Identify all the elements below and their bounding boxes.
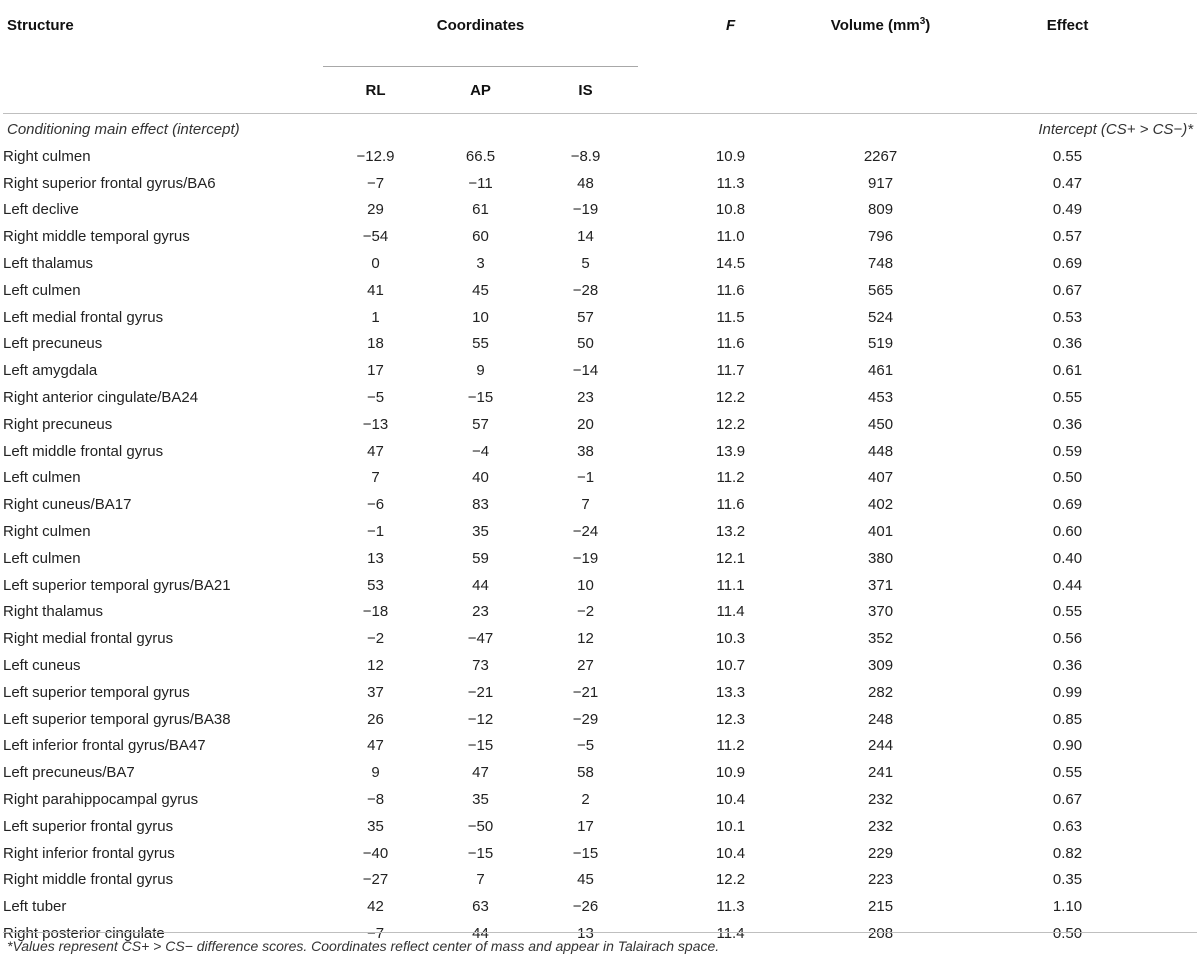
cell-rl: −5	[366, 389, 385, 407]
cell-is: 27	[577, 657, 594, 675]
cell-rl: 47	[367, 442, 384, 460]
table-row	[3, 465, 1197, 492]
cell-rl: 41	[367, 281, 384, 299]
table-row	[3, 384, 1197, 411]
header-structure: Structure	[7, 17, 74, 34]
cell-rl: 35	[367, 817, 384, 835]
table-row	[3, 143, 1197, 170]
cell-f: 13.9	[715, 442, 746, 460]
cell-ap: 45	[472, 281, 489, 299]
cell-effect: 0.36	[1052, 657, 1083, 675]
cell-volume: 352	[868, 630, 894, 648]
table-row	[3, 277, 1197, 304]
table-row	[3, 679, 1197, 706]
cell-structure: Right parahippocampal gyrus	[3, 791, 199, 809]
cell-structure: Left amygdala	[3, 362, 98, 380]
cell-f: 10.3	[715, 630, 746, 648]
header-ap: AP	[470, 81, 491, 99]
cell-structure: Left middle frontal gyrus	[3, 442, 164, 460]
cell-ap: 63	[472, 898, 489, 916]
cell-structure: Right culmen	[3, 147, 91, 165]
cell-is: 38	[577, 442, 594, 460]
table-row	[3, 599, 1197, 626]
table-row	[3, 518, 1197, 545]
cell-rl: −18	[362, 603, 389, 621]
cell-volume: 448	[868, 442, 894, 460]
cell-structure: Left superior temporal gyrus/BA21	[3, 576, 231, 594]
cell-structure: Right inferior frontal gyrus	[3, 844, 175, 862]
table-row	[3, 867, 1197, 894]
cell-structure: Right middle temporal gyrus	[3, 228, 190, 246]
cell-ap: −47	[467, 630, 494, 648]
table-row	[3, 625, 1197, 652]
cell-f: 13.3	[715, 683, 746, 701]
header-coordinates: Coordinates	[323, 0, 638, 67]
cell-structure: Left inferior frontal gyrus/BA47	[3, 737, 206, 755]
header-is: IS	[578, 81, 593, 99]
cell-f: 13.2	[715, 523, 746, 541]
cell-volume: 208	[868, 925, 894, 942]
table-row	[3, 652, 1197, 679]
section-label: Conditioning main effect (intercept)	[7, 120, 240, 138]
cell-volume: 248	[868, 710, 894, 728]
cell-volume: 748	[868, 255, 894, 273]
cell-effect: 0.40	[1052, 549, 1083, 567]
cell-ap: −4	[471, 442, 490, 460]
cell-is: −29	[572, 710, 599, 728]
cell-volume: 232	[868, 791, 894, 809]
cell-structure: Left cuneus	[3, 657, 81, 675]
table-row	[3, 438, 1197, 465]
cell-rl: 53	[367, 576, 384, 594]
table-row	[3, 572, 1197, 599]
cell-rl: 13	[367, 549, 384, 567]
table-row	[3, 813, 1197, 840]
cell-structure: Left thalamus	[3, 255, 94, 273]
table-bottom-rule	[3, 932, 1197, 933]
cell-is: −28	[572, 281, 599, 299]
cell-effect: 0.60	[1052, 523, 1083, 541]
cell-f: 12.1	[715, 549, 746, 567]
table-row	[3, 223, 1197, 250]
cell-volume: 796	[868, 228, 894, 246]
cell-ap: 61	[472, 201, 489, 219]
cell-effect: 0.57	[1052, 228, 1083, 246]
cell-structure: Left tuber	[3, 898, 67, 916]
header-effect: Effect	[1046, 17, 1089, 34]
cell-ap: 59	[472, 549, 489, 567]
cell-structure: Left superior temporal gyrus/BA38	[3, 710, 231, 728]
cell-ap: 44	[472, 576, 489, 594]
cell-volume: 524	[868, 308, 894, 326]
cell-is: 57	[577, 308, 594, 326]
cell-f: 12.3	[715, 710, 746, 728]
cell-is: 50	[577, 335, 594, 353]
cell-is: −8.9	[570, 147, 601, 165]
cell-rl: −54	[362, 228, 389, 246]
table-row	[3, 840, 1197, 867]
cell-structure: Left superior frontal gyrus	[3, 817, 174, 835]
cell-ap: −15	[467, 389, 494, 407]
cell-ap: −21	[467, 683, 494, 701]
cell-ap: 3	[476, 255, 485, 273]
cell-ap: 35	[472, 791, 489, 809]
table-body	[3, 114, 1197, 947]
cell-volume: 565	[868, 281, 894, 299]
header-f: F	[725, 17, 736, 34]
cell-rl: 47	[367, 737, 384, 755]
header-volume: Volume $(mm^3)$	[830, 16, 931, 34]
cell-effect: 0.82	[1052, 844, 1083, 862]
cell-is: 14	[577, 228, 594, 246]
cell-effect: 0.67	[1052, 791, 1083, 809]
cell-is: 5	[581, 255, 590, 273]
cell-effect: 0.56	[1052, 630, 1083, 648]
cell-rl: −13	[362, 415, 389, 433]
cell-ap: 55	[472, 335, 489, 353]
cell-effect: 0.50	[1052, 925, 1083, 942]
cell-is: −2	[576, 603, 595, 621]
cell-f: 10.8	[715, 201, 746, 219]
cell-volume: 2267	[863, 147, 898, 165]
cell-is: 13	[577, 925, 594, 942]
cell-rl: −7	[366, 925, 385, 942]
cell-rl: 1	[371, 308, 380, 326]
table-row	[3, 545, 1197, 572]
cell-is: −1	[576, 469, 595, 487]
cell-f: 10.1	[715, 817, 746, 835]
cell-rl: −27	[362, 871, 389, 889]
cell-ap: −12	[467, 710, 494, 728]
table-row	[3, 304, 1197, 331]
header-rl: RL	[365, 81, 386, 99]
cell-structure: Right precuneus	[3, 415, 113, 433]
cell-structure: Left culmen	[3, 469, 81, 487]
cell-is: −19	[572, 201, 599, 219]
cell-is: 7	[581, 496, 590, 514]
cell-ap: 57	[472, 415, 489, 433]
cell-structure: Left superior temporal gyrus	[3, 683, 190, 701]
cell-volume: 232	[868, 817, 894, 835]
cell-is: 48	[577, 174, 594, 192]
cell-effect: 0.99	[1052, 683, 1083, 701]
cell-effect: 0.90	[1052, 737, 1083, 755]
table-row	[3, 706, 1197, 733]
cell-effect: 0.63	[1052, 817, 1083, 835]
cell-ap: 66.5	[465, 147, 496, 165]
cell-volume: 241	[868, 764, 894, 782]
section-effect-label: Intercept (CS+ > CS−)*	[1038, 120, 1194, 138]
cell-volume: 370	[868, 603, 894, 621]
cell-structure: Right culmen	[3, 523, 91, 541]
cell-effect: 0.55	[1052, 147, 1083, 165]
cell-f: 10.9	[715, 147, 746, 165]
cell-f: 14.5	[715, 255, 746, 273]
cell-ap: −11	[468, 174, 493, 192]
cell-f: 10.7	[715, 657, 746, 675]
cell-effect: 0.47	[1052, 174, 1083, 192]
cell-is: 10	[577, 576, 594, 594]
cell-is: −15	[572, 844, 599, 862]
cell-rl: −8	[366, 791, 385, 809]
cell-volume: 282	[868, 683, 894, 701]
cell-is: 58	[577, 764, 594, 782]
cell-effect: 0.59	[1052, 442, 1083, 460]
cell-is: 20	[577, 415, 594, 433]
cell-f: 12.2	[715, 389, 746, 407]
cell-rl: −2	[366, 630, 385, 648]
table-row	[3, 786, 1197, 813]
cell-volume: 371	[868, 576, 894, 594]
cell-ap: 44	[472, 925, 489, 942]
cell-f: 11.6	[716, 281, 745, 299]
cell-is: −14	[572, 362, 599, 380]
cell-effect: 0.69	[1052, 255, 1083, 273]
cell-f: 11.4	[716, 603, 745, 621]
cell-rl: −1	[366, 523, 385, 541]
cell-f: 11.6	[716, 335, 745, 353]
cell-f: 11.4	[716, 925, 745, 942]
cell-rl: 18	[367, 335, 384, 353]
cell-f: 11.1	[716, 576, 745, 594]
cell-rl: −40	[362, 844, 389, 862]
cell-volume: 215	[868, 898, 894, 916]
cell-f: 11.6	[716, 496, 745, 514]
cell-ap: −50	[467, 817, 494, 835]
cell-ap: 7	[476, 871, 485, 889]
cell-f: 12.2	[715, 415, 746, 433]
cell-effect: 0.36	[1052, 335, 1083, 353]
cell-volume: 309	[868, 657, 894, 675]
cell-is: 45	[577, 871, 594, 889]
cell-volume: 809	[868, 201, 894, 219]
cell-effect: 0.53	[1052, 308, 1083, 326]
cell-rl: −7	[366, 174, 385, 192]
cell-f: 11.0	[716, 228, 745, 246]
cell-f: 10.9	[715, 764, 746, 782]
cell-structure: Right medial frontal gyrus	[3, 630, 174, 648]
cell-ap: 73	[472, 657, 489, 675]
cell-structure: Right thalamus	[3, 603, 104, 621]
table-row	[3, 357, 1197, 384]
cell-rl: 7	[371, 469, 380, 487]
table-row	[3, 250, 1197, 277]
cell-effect: 0.67	[1052, 281, 1083, 299]
cell-f: 10.4	[715, 844, 746, 862]
cell-volume: 407	[868, 469, 894, 487]
cell-is: −21	[572, 683, 599, 701]
cell-rl: 0	[371, 255, 380, 273]
cell-effect: 0.44	[1052, 576, 1083, 594]
cell-effect: 0.35	[1052, 871, 1083, 889]
table-row	[3, 331, 1197, 358]
cell-is: 17	[577, 817, 594, 835]
cell-effect: 0.50	[1052, 469, 1083, 487]
cell-f: 10.4	[715, 791, 746, 809]
table-row	[3, 170, 1197, 197]
cell-structure: Left culmen	[3, 549, 81, 567]
cell-f: 11.3	[716, 898, 745, 916]
cell-rl: 12	[367, 657, 384, 675]
cell-volume: 223	[868, 871, 894, 889]
cell-effect: 0.85	[1052, 710, 1083, 728]
cell-is: −24	[572, 523, 599, 541]
table-row	[3, 759, 1197, 786]
cell-is: 2	[581, 791, 590, 809]
cell-rl: 26	[367, 710, 384, 728]
cell-f: 11.5	[716, 308, 745, 326]
cell-ap: 40	[472, 469, 489, 487]
cell-effect: 1.10	[1052, 898, 1083, 916]
cell-is: −5	[576, 737, 595, 755]
cell-structure: Right anterior cingulate/BA24	[3, 389, 199, 407]
cell-f: 11.7	[716, 362, 745, 380]
cell-effect: 0.55	[1052, 764, 1083, 782]
cell-f: 11.2	[716, 469, 745, 487]
cell-effect: 0.69	[1052, 496, 1083, 514]
cell-ap: −15	[467, 844, 494, 862]
cell-volume: 402	[868, 496, 894, 514]
cell-ap: 47	[472, 764, 489, 782]
table-row	[3, 893, 1197, 920]
cell-structure: Left declive	[3, 201, 79, 219]
table-row	[3, 491, 1197, 518]
cell-rl: 17	[367, 362, 384, 380]
cell-structure: Left medial frontal gyrus	[3, 308, 164, 326]
cell-ap: −15	[467, 737, 494, 755]
cell-effect: 0.55	[1052, 603, 1083, 621]
cell-rl: 9	[371, 764, 380, 782]
cell-rl: −6	[366, 496, 385, 514]
cell-structure: Right posterior cingulate	[3, 925, 165, 942]
cell-structure: Right cuneus/BA17	[3, 496, 132, 514]
cell-ap: 23	[472, 603, 489, 621]
cell-effect: 0.36	[1052, 415, 1083, 433]
cell-volume: 519	[868, 335, 894, 353]
cell-structure: Left precuneus/BA7	[3, 764, 135, 782]
table-footnote: *Values represent CS+ > CS− difference scores. Coordinates reflect center of mass and appear in Talairach space.	[7, 938, 720, 954]
cell-rl: −12.9	[356, 147, 395, 165]
cell-effect: 0.49	[1052, 201, 1083, 219]
table-row	[3, 197, 1197, 224]
cell-structure: Right middle frontal gyrus	[3, 871, 174, 889]
cell-is: 23	[577, 389, 594, 407]
results-table	[3, 0, 1197, 947]
table-row	[3, 411, 1197, 438]
cell-volume: 401	[868, 523, 894, 541]
cell-f: 11.2	[716, 737, 745, 755]
cell-structure: Left culmen	[3, 281, 81, 299]
cell-ap: 83	[472, 496, 489, 514]
cell-structure: Left precuneus	[3, 335, 103, 353]
cell-is: −26	[572, 898, 599, 916]
cell-volume: 450	[868, 415, 894, 433]
cell-rl: 42	[367, 898, 384, 916]
cell-structure: Right superior frontal gyrus/BA6	[3, 174, 216, 192]
cell-effect: 0.55	[1052, 389, 1083, 407]
cell-f: 11.3	[716, 174, 745, 192]
cell-volume: 244	[868, 737, 894, 755]
cell-rl: 37	[367, 683, 384, 701]
cell-ap: 60	[472, 228, 489, 246]
cell-volume: 380	[868, 549, 894, 567]
cell-volume: 229	[868, 844, 894, 862]
cell-rl: 29	[367, 201, 384, 219]
cell-ap: 35	[472, 523, 489, 541]
cell-volume: 453	[868, 389, 894, 407]
cell-f: 12.2	[715, 871, 746, 889]
cell-volume: 917	[868, 174, 894, 192]
cell-is: 12	[577, 630, 594, 648]
cell-volume: 461	[868, 362, 894, 380]
cell-effect: 0.61	[1052, 362, 1083, 380]
section-row	[3, 114, 1197, 144]
table-row	[3, 733, 1197, 760]
cell-ap: 9	[476, 362, 485, 380]
cell-is: −19	[572, 549, 599, 567]
cell-ap: 10	[472, 308, 489, 326]
